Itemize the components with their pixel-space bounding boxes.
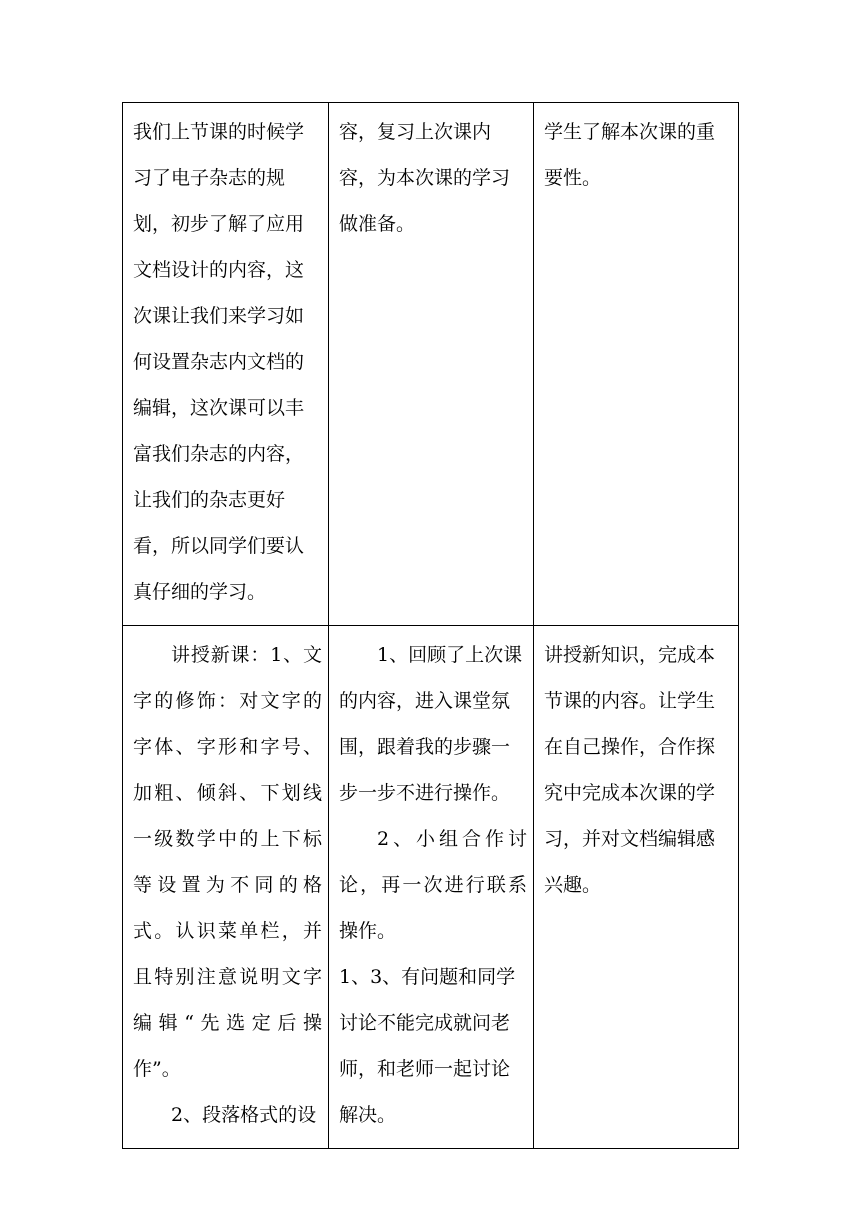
teacher-activity-text: 我们上节课的时候学习了电子杂志的规划，初步了解了应用文档设计的内容，这次课让我们来学习如何设置杂志内文档的编辑，这次课可以丰富我们杂志的内容，让我们的杂志更好看，所以同学们要认真仔细的学习。 <box>133 121 305 603</box>
student-activity-text: 2、小组合作讨论，再一次进行联系操作。 <box>339 828 527 942</box>
teacher-activity-cell <box>123 626 329 1149</box>
design-intent-cell <box>534 626 739 1149</box>
student-activity-text: 1、3、有问题和同学讨论不能完成就问老师，和老师一起讨论解决。 <box>339 966 516 1126</box>
design-intent-text: 讲授新知识，完成本节课的内容。让学生在自己操作，合作探究中完成本次课的学习，并对文档编辑感兴趣。 <box>544 644 716 896</box>
student-activity-text: 1、回顾了上次课的内容，进入课堂氛围，跟着我的步骤一步一步不进行操作。 <box>339 644 523 804</box>
lesson-plan-table <box>122 102 739 1149</box>
student-activity-cell <box>329 103 534 626</box>
design-intent-text: 学生了解本次课的重要性。 <box>544 121 716 189</box>
table-row <box>123 103 739 626</box>
teacher-activity-text: 2、段落格式的设 <box>171 1104 317 1126</box>
teacher-activity-cell <box>123 103 329 626</box>
table-row <box>123 626 739 1149</box>
design-intent-cell <box>534 103 739 626</box>
student-activity-text: 容，复习上次课内容，为本次课的学习做准备。 <box>339 121 511 235</box>
student-activity-cell <box>329 626 534 1149</box>
teacher-activity-text: 讲授新课：1、文字的修饰：对文字的字体、字形和字号、加粗、倾斜、下划线一级数学中的上下标等设置为不同的格式。认识菜单栏，并且特别注意说明文字编辑“先选定后操作”。 <box>133 644 322 1080</box>
